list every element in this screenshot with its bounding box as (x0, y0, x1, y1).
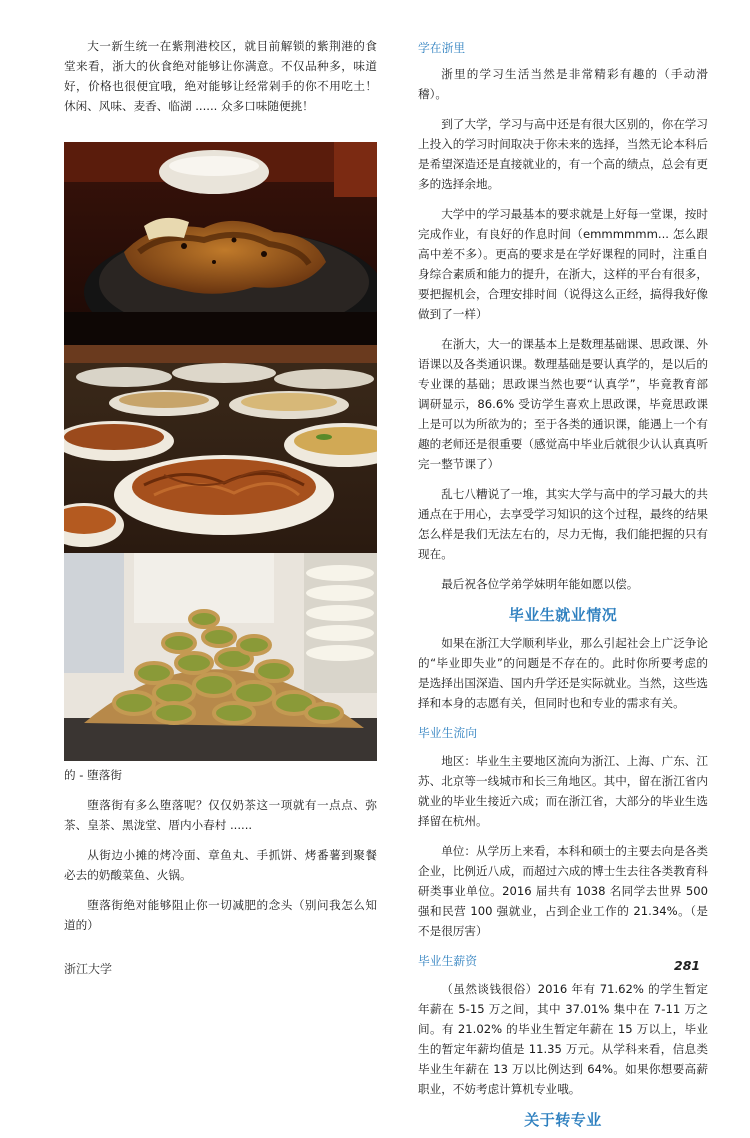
canteen-intro (64, 36, 377, 116)
fried-snacks-photo (64, 553, 377, 761)
study-paragraph: 大学中的学习最基本的要求就是上好每一堂课，按时完成作业，有良好的作息时间（emmmmmm... 怎么跟高中差不多）。更高的要求是在学好课程的同时，注重自身综合素质和能力的提升，在浙大，这样的平台有很多，要把握机会，合理安排时间（说得这么正经，搞得我好像做到了一样） (418, 207, 708, 321)
food-photo-strip (64, 142, 377, 761)
study-paragraph: 乱七八糟说了一堆，其实大学与高中的学习最大的共通点在于用心，去享受学习知识的这个过程，最终的结果怎么样是我们无法左右的，尽力无悔，我们能把握的只有现在。 (418, 487, 708, 561)
noodle-bowls-photo (64, 345, 377, 553)
footer-school-name: 浙江大学 (64, 962, 113, 976)
page-number: 281 (674, 958, 701, 973)
left-column (64, 36, 377, 945)
transfer-heading: 关于转专业 (524, 1111, 602, 1129)
salary-paragraph: （虽然谈钱很俗）2016 年有 71.62% 的学生暂定年薪在 5-15 万之间，其中 37.01% 集中在 7-11 万之间。有 21.02% 的毕业生暂定年薪在 15 万以上，毕业生的暂定年薪均值是 11.35 万元。从学科来看，信息类毕业生年薪在 13 万以比例达到 64%。如果你想要高薪职业，不妨考虑计算机专业哦。 (418, 982, 708, 1096)
employment-heading: 毕业生就业情况 (508, 606, 618, 624)
study-paragraph: 到了大学，学习与高中还是有很大区别的，你在学习上投入的学习时间取决于你未来的选择，当然无论本科后是希望深造还是直接就业的，有一个高的绩点，总会有更多的选择余地。 (418, 117, 708, 191)
food-street-paragraph: 堕落街绝对能够阻止你一切减肥的念头（别问我怎么知道的） (64, 898, 377, 932)
food-street-paragraph: 堕落街有多么堕落呢？仅仅奶茶这一项就有一点点、弥茶、皇茶、黑泷堂、厝内小春村 ...... (64, 798, 377, 832)
study-paragraph: 浙里的学习生活当然是非常精彩有趣的（手动滑稽）。 (418, 67, 708, 101)
study-subheading: 学在浙里 (418, 41, 466, 55)
salary-subheading: 毕业生薪资 (418, 954, 477, 968)
flow-paragraph: 地区：毕业生主要地区流向为浙江、上海、广东、江苏、北京等一线城市和长三角地区。其中，留在浙江省内就业的毕业生接近六成；而在浙江省，大部分的毕业生选择留在杭州。 (418, 754, 708, 828)
sizzling-steak-photo (64, 142, 377, 345)
study-paragraph: 最后祝各位学弟学妹明年能如愿以偿。 (441, 577, 639, 591)
food-street-section (64, 795, 377, 935)
photo-caption: 的 - 堕落街 (64, 768, 122, 782)
right-column (418, 36, 708, 1138)
study-paragraph: 在浙大，大一的课基本上是数理基础课、思政课、外语课以及各类通识课。数理基础是要认真学的，是以后的专业课的基础；思政课当然也要“认真学”，毕竟教育部调研显示，86.6% 受访学生喜欢上思政课，毕竟思政课上是可以为所欲为的；至于各类的通识课，能遇上一个有趣的老师还是很重要（感觉高中毕业后就很少认认真真听完一整节课了） (418, 337, 708, 471)
employment-intro-paragraph: 如果在浙江大学顺利毕业，那么引起社会上广泛争论的“毕业即失业”的问题是不存在的。此时你所要考虑的是选择出国深造、国内升学还是实际就业。当然，这些选择和本身的志愿有关，但同时也和专业的需求有关。 (418, 636, 708, 710)
flow-paragraph: 单位：从学历上来看，本科和硕士的主要去向是各类企业，比例近八成，而超过六成的博士生去往各类教育科研类事业单位。2016 届共有 1038 名同学去世界 500 强和民营 100 强就业，占到企业工作的 21.34%。（是不是很厉害） (418, 844, 708, 938)
intro-paragraph: 大一新生统一在紫荆港校区，就目前解锁的紫荆港的食堂来看，浙大的伙食绝对能够让你满意。不仅品种多，味道好，价格也很便宜哦，绝对能够让经常剁手的你不用吃土！休闲、风味、麦香、临湖 ...... 众多口味随便挑！ (64, 39, 377, 113)
food-street-paragraph: 从街边小摊的烤冷面、章鱼丸、手抓饼、烤番薯到聚餐必去的奶酸菜鱼、火锅。 (64, 848, 377, 882)
flow-subheading: 毕业生流向 (418, 726, 477, 740)
